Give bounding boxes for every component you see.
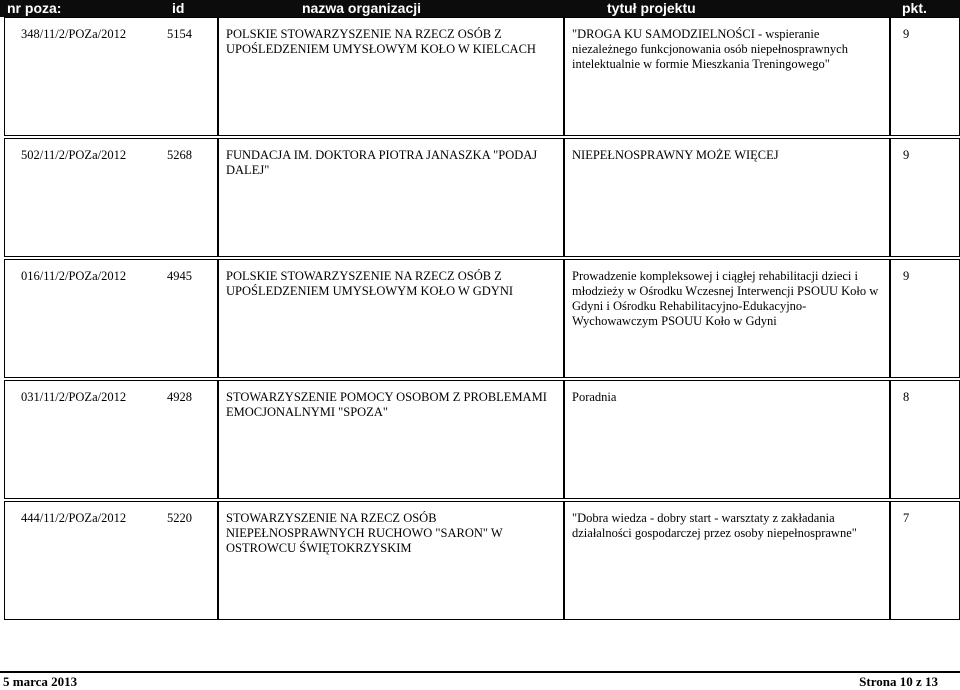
row-org: STOWARZYSZENIE NA RZECZ OSÓB NIEPEŁNOSPRAWNYCH RUCHOWO "SARON" W OSTROWCU ŚWIĘTOKRZYSKIM [226,511,503,555]
row-nr: 348/11/2/POZa/2012 [21,27,127,41]
row-pkt: 9 [903,148,910,162]
row-pkt: 7 [903,511,910,525]
cell-pkt-box [890,17,960,136]
row-id: 5154 [167,27,192,41]
row-nr: 031/11/2/POZa/2012 [21,390,127,404]
row-id: 4945 [167,269,192,283]
table-row [0,380,960,500]
row-nr: 016/11/2/POZa/2012 [21,269,127,283]
table-row [0,259,960,379]
row-title: Prowadzenie kompleksowej i ciągłej rehabilitacji dzieci i młodzieży w Ośrodku Wczesnej Interwencji PSOUU Koło w Gdyni i Ośrodku Rehabilitacyjno-Edukacyjno- Wychowawczym PSOUU Koło w Gdyni [572,269,879,328]
row-pkt: 9 [903,269,910,283]
row-id: 5220 [167,511,192,525]
footer-date: 5 marca 2013 [3,674,78,689]
header-id: id [172,0,185,16]
table-header [0,0,960,17]
row-id: 4928 [167,390,192,404]
row-org: STOWARZYSZENIE POMOCY OSOBOM Z PROBLEMAMI EMOCJONALNYMI "SPOZA" [226,390,547,419]
row-org: POLSKIE STOWARZYSZENIE NA RZECZ OSÓB Z UPOŚLEDZENIEM UMYSŁOWYM KOŁO W KIELCACH [226,27,536,56]
header-pkt: pkt. [902,0,927,16]
header-nr: nr poza: [7,0,62,16]
row-nr: 444/11/2/POZa/2012 [21,511,127,525]
row-org: FUNDACJA IM. DOKTORA PIOTRA JANASZKA "PODAJ DALEJ" [226,148,538,177]
row-pkt: 9 [903,27,910,41]
table-row [0,17,960,137]
row-id: 5268 [167,148,192,162]
header-org: nazwa organizacji [302,0,422,16]
row-org: POLSKIE STOWARZYSZENIE NA RZECZ OSÓB Z UPOŚLEDZENIEM UMYSŁOWYM KOŁO W GDYNI [226,269,514,298]
cell-pkt-box [890,259,960,378]
footer-page-number: Strona 10 z 13 [859,674,938,689]
row-title: "DROGA KU SAMODZIELNOŚCI - wspieranie niezależnego funkcjonowania osób niepełnosprawnych intelektualnie w formie Mieszkania Treningowego" [572,27,848,71]
cell-pkt-box [890,501,960,620]
row-title: NIEPEŁNOSPRAWNY MOŻE WIĘCEJ [572,148,779,162]
table-row [0,138,960,258]
row-title: "Dobra wiedza - dobry start - warsztaty z zakładania działalności gospodarczej przez osoby niepełnosprawne" [572,511,857,540]
cell-pkt-box [890,380,960,499]
footer-rule [0,671,960,673]
row-nr: 502/11/2/POZa/2012 [21,148,127,162]
table-row [0,501,960,621]
row-pkt: 8 [903,390,910,404]
header-title: tytuł projektu [607,0,696,16]
cell-pkt-box [890,138,960,257]
row-title: Poradnia [572,390,617,404]
